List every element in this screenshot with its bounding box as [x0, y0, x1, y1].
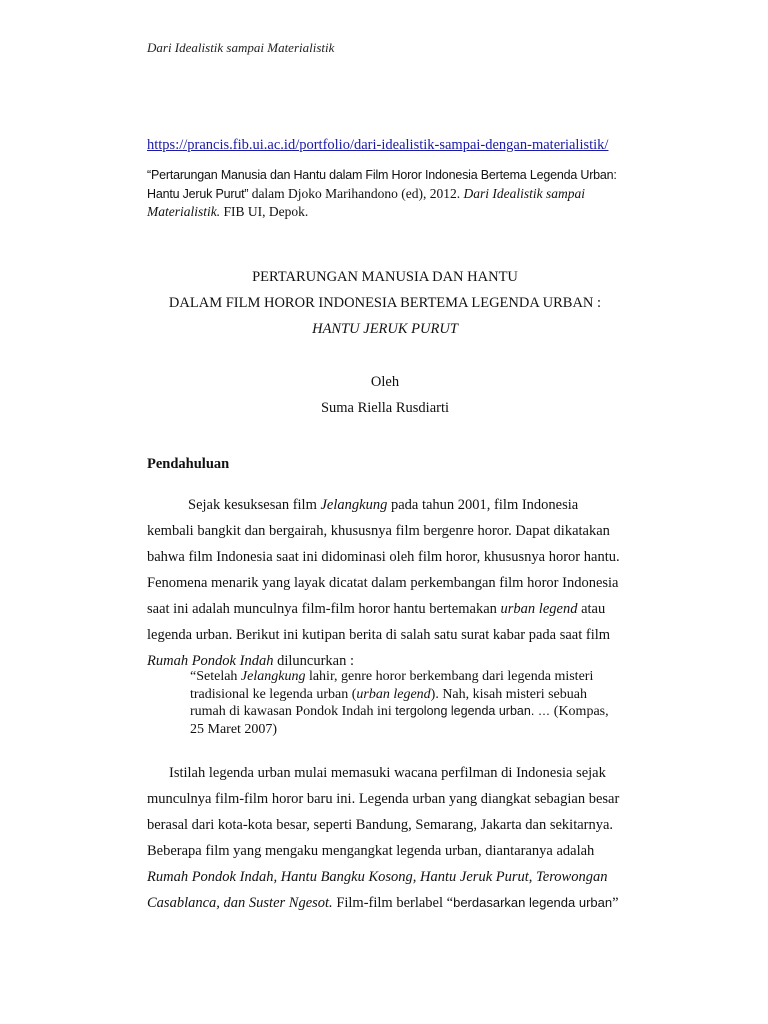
- title-line-2: DALAM FILM HOROR INDONESIA BERTEMA LEGENDA URBAN :: [168, 295, 602, 311]
- running-header: Dari Idealistik sampai Materialistik: [147, 40, 335, 55]
- paragraph-line: Istilah legenda urban mulai memasuki wacana perfilman di Indonesia sejak: [169, 765, 606, 781]
- film-title: Jelangkung: [320, 497, 388, 513]
- title-line-1: PERTARUNGAN MANUSIA DAN HANTU: [252, 269, 518, 285]
- paragraph-line: [147, 596, 627, 622]
- text-run: tradisional ke legenda urban (: [190, 686, 357, 702]
- text-run: atau: [577, 601, 606, 617]
- paragraph-line: legenda urban. Berikut ini kutipan berita di salah satu surat kabar pada saat film: [147, 627, 611, 643]
- citation-line-2: [147, 185, 637, 204]
- text-run: lahir, genre horor berkembang dari legenda misteri: [305, 669, 594, 684]
- text-run: ). Nah, kisah misteri sebuah: [430, 686, 587, 702]
- text-run: ”: [612, 895, 619, 911]
- quote-line: [190, 703, 630, 721]
- paragraph-line: Beberapa film yang mengaku mengangkat legenda urban, diantaranya adalah: [147, 843, 595, 859]
- paragraph-line: [147, 890, 627, 916]
- paragraph-1: [147, 492, 627, 674]
- film-title: Rumah Pondok Indah: [147, 653, 274, 669]
- film-title: Jelangkung: [240, 669, 306, 684]
- citation-line-3: [147, 203, 637, 221]
- citation: [147, 167, 637, 221]
- text-run: pada tahun 2001, film Indonesia: [387, 497, 579, 513]
- quote-line: [190, 686, 630, 704]
- citation-title-end: Hantu Jeruk Purut”: [147, 186, 249, 201]
- paragraph-line: [147, 864, 627, 890]
- article-title: [140, 264, 630, 342]
- film-titles: Casablanca, dan Suster Ngesot.: [147, 895, 333, 911]
- paragraph-line: bahwa film Indonesia saat ini didominasi oleh film horor, khususnya horor hantu.: [147, 549, 620, 565]
- text-run: (Kompas,: [550, 704, 609, 719]
- source-url-link[interactable]: https://prancis.fib.ui.ac.id/portfolio/dari-idealistik-sampai-dengan-materialistik/: [147, 137, 609, 153]
- term-italic: urban legend: [500, 601, 578, 617]
- term-italic: urban legend: [356, 686, 431, 702]
- text-run: “Setelah: [190, 669, 241, 684]
- author-name: Suma Riella Rusdiarti: [320, 400, 450, 416]
- text-run: saat ini adalah munculnya film-film horor hantu bertemakan: [147, 601, 501, 617]
- byline-label: Oleh: [370, 374, 400, 390]
- citation-editor: dalam Djoko Marihandono (ed), 2012.: [248, 185, 464, 201]
- text-run: Sejak kesuksesan film: [188, 497, 321, 513]
- paragraph-line: munculnya film-film horor baru ini. Legenda urban yang diangkat sebagian besar: [147, 791, 620, 807]
- byline: [140, 369, 630, 421]
- title-line-3: HANTU JERUK PURUT: [312, 321, 458, 337]
- section-heading: Pendahuluan: [147, 456, 230, 472]
- text-run: Film-film berlabel “: [332, 895, 454, 911]
- text-run: diluncurkan :: [273, 653, 354, 669]
- block-quote: [190, 668, 630, 738]
- citation-line-1: “Pertarungan Manusia dan Hantu dalam Film Horor Indonesia Bertema Legenda Urban:: [147, 168, 617, 182]
- text-run: berdasarkan legenda urban: [453, 895, 613, 910]
- quote-line: 25 Maret 2007): [190, 721, 278, 737]
- paragraph-line: Fenomena menarik yang layak dicatat dalam perkembangan film horor Indonesia: [147, 575, 619, 591]
- citation-publisher: FIB UI, Depok.: [220, 204, 309, 219]
- text-run: rumah di kawasan Pondok Indah ini: [190, 704, 396, 719]
- paragraph-line: [147, 492, 627, 518]
- citation-book-title: Dari Idealistik sampai: [463, 185, 586, 201]
- paragraph-line: kembali bangkit dan bergairah, khususnya film bergenre horor. Dapat dikatakan: [147, 523, 610, 539]
- text-run: tergolong legenda urban. …: [395, 704, 551, 718]
- paragraph-line: berasal dari kota-kota besar, seperti Bandung, Semarang, Jakarta dan sekitarnya.: [147, 817, 614, 833]
- citation-book-title-end: Materialistik.: [147, 204, 221, 219]
- quote-line: [190, 668, 630, 686]
- film-titles: Rumah Pondok Indah, Hantu Bangku Kosong, Hantu Jeruk Purut, Terowongan: [147, 869, 608, 885]
- paragraph-2: [147, 760, 627, 916]
